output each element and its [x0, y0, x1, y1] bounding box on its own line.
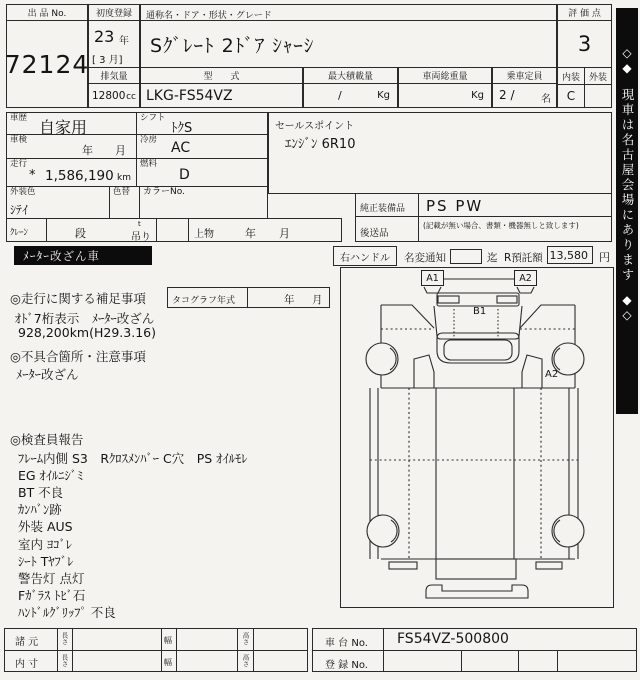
- interior-grade: C: [557, 84, 585, 108]
- sales-point-box: [268, 112, 612, 194]
- dim-div-5: [237, 629, 238, 671]
- dimensions-table: [4, 628, 308, 672]
- capacity-count: 2 /: [499, 88, 515, 102]
- aircon-value: AC: [171, 140, 191, 156]
- uwamono-month: 月: [279, 227, 290, 240]
- diagram-a1-label: A1: [421, 270, 444, 286]
- report-line: EG ｵｲﾙﾆｼﾞﾐ: [18, 468, 84, 483]
- inspection-year: 年: [82, 144, 93, 157]
- gross-weight-value: [398, 83, 492, 108]
- kousouhin-row: [355, 216, 612, 242]
- uwamono-year: 年: [245, 227, 256, 240]
- exterior-label: 外装: [584, 67, 612, 85]
- length-label-bottom: 長さ: [60, 654, 69, 667]
- diamond-filled-icon: ◆: [622, 293, 632, 307]
- mileage-cell: [6, 158, 137, 187]
- displacement-text: 12800: [92, 90, 126, 102]
- yen-label: 円: [599, 251, 610, 264]
- damage-diagram-box: [340, 267, 614, 608]
- height-label-top: 高さ: [241, 632, 250, 645]
- exterior-grade: [584, 84, 612, 108]
- dim-div-6: [253, 629, 254, 671]
- reg-div-3: [557, 651, 558, 671]
- crane-divider-2: [156, 219, 157, 241]
- genuine-equipment-row: [355, 193, 612, 217]
- fuel-cell: [136, 158, 268, 187]
- aircon-label: 冷房: [140, 135, 158, 145]
- report-line: 外装 AUS: [18, 519, 73, 534]
- crane-dan: 段: [75, 227, 86, 240]
- reg-div-2: [518, 651, 519, 671]
- genuine-equipment-divider: [418, 194, 419, 216]
- max-load-unit: Kg: [377, 90, 390, 101]
- right-handle-box: 右ハンドル: [333, 246, 397, 266]
- made-label: 迄: [487, 252, 498, 264]
- interior-label: 内装: [557, 67, 585, 85]
- color-no-cell: [139, 186, 268, 219]
- max-load-label: 最大積載量: [303, 67, 398, 84]
- crane-divider-1: [46, 219, 47, 241]
- fuel-value: D: [179, 167, 190, 183]
- sales-point-text: ｴﾝｼﾞﾝ 6R10: [285, 137, 356, 152]
- meter-tamper-badge: ﾒｰﾀｰ改ざん車: [14, 246, 152, 265]
- report-line: ｼｰﾄ Tﾔﾌﾞﾚ: [18, 554, 74, 569]
- crane-t: t: [138, 220, 141, 228]
- vehicle-name-value: [140, 20, 557, 68]
- mileage-unit: km: [117, 173, 131, 183]
- name-change-label: 名変通知: [404, 252, 446, 264]
- exterior-color-cell: [6, 186, 110, 219]
- chassis-row-divider: [313, 650, 636, 651]
- dim-div-3: [161, 629, 162, 671]
- deposit-label: R預託額: [504, 252, 543, 264]
- history-cell: [6, 112, 137, 135]
- color-change-cell: [109, 186, 140, 219]
- mileage-notes-title: ◎走行に関する補足事項: [10, 291, 146, 306]
- shift-label: シフト: [140, 113, 166, 123]
- grade-label: 評 価 点: [557, 4, 612, 21]
- kousouhin-note: (記載が無い場合、書類・機器無しと致します): [423, 221, 579, 230]
- crane-row: [6, 218, 342, 242]
- deposit-amount-box: 13,580: [547, 246, 593, 264]
- kousouhin-label: 後送品: [360, 228, 389, 239]
- aircon-cell: [136, 134, 268, 159]
- chassis-table: [312, 628, 637, 672]
- capacity-label: 乗車定員: [492, 67, 557, 84]
- spec-label: 諸 元: [15, 637, 39, 648]
- venue-banner: [616, 8, 638, 414]
- mileage-value: 1,586,190: [45, 168, 114, 184]
- inspection-label: 車検: [10, 135, 28, 145]
- color-no-label: カラーNo.: [143, 187, 185, 197]
- dim-div-1: [57, 629, 58, 671]
- exterior-color-value: ｼﾃｲ: [10, 203, 29, 217]
- gross-weight-unit: Kg: [471, 90, 484, 101]
- height-label-bottom: 高さ: [241, 654, 250, 667]
- crane-divider-3: [188, 219, 189, 241]
- diamond-filled-icon: ◆: [622, 61, 632, 75]
- report-line: 警告灯 点灯: [18, 571, 85, 586]
- report-line: Fｶﾞﾗｽ ﾄﾋﾞ石: [18, 588, 86, 603]
- chassis-label-divider: [383, 629, 384, 671]
- genuine-equipment-label: 純正装備品: [360, 204, 406, 214]
- name-change-box: [450, 249, 482, 264]
- tacho-value-cell: [247, 287, 330, 308]
- capacity-value: [492, 83, 557, 108]
- truck-diagram: [341, 268, 613, 607]
- max-load-slash: /: [338, 89, 342, 102]
- tacho-label: タコグラフ年式: [172, 296, 236, 306]
- chassis-no-value: FS54VZ-500800: [397, 631, 509, 647]
- first-reg-value: [88, 20, 140, 68]
- dim-div-2: [72, 629, 73, 671]
- displacement-value: [88, 83, 140, 108]
- diagram-b1-label: B1: [473, 306, 487, 317]
- lot-no-value: 72124: [6, 20, 88, 108]
- gross-weight-label: 車両総重量: [398, 67, 492, 84]
- sales-point-label: セールスポイント: [275, 121, 355, 132]
- inner-label: 内 寸: [15, 659, 39, 670]
- first-reg-month: [ 3 月]: [92, 55, 123, 66]
- fuel-label: 燃料: [140, 159, 158, 169]
- reg-div-1: [461, 651, 462, 671]
- mileage-note-1: ｵﾄﾞ7桁表示 ﾒｰﾀｰ改ざん: [15, 311, 155, 326]
- grade-value: 3: [557, 20, 612, 68]
- dimensions-row-divider: [5, 650, 307, 651]
- tacho-month: 月: [312, 294, 323, 306]
- tacho-label-cell: [167, 287, 248, 308]
- mileage-note-2: 928,200km(H29.3.16): [18, 325, 156, 340]
- length-label-top: 長さ: [60, 632, 69, 645]
- mileage-label: 走行: [10, 159, 28, 169]
- capacity-unit: 名: [541, 94, 551, 105]
- model-code-value: [140, 83, 303, 108]
- vehicle-name-text: Sｸﾞﾚｰﾄ 2ﾄﾞｱ ｼｬｰｼ: [150, 35, 315, 57]
- shift-value: ﾄｸS: [171, 121, 193, 136]
- crane-tsuri: 吊り: [131, 232, 151, 243]
- lot-no-label: 出 品 No.: [6, 4, 88, 21]
- diagram-a2-side-label: A2: [545, 369, 559, 380]
- reg-no-label: 登 録 No.: [325, 660, 368, 671]
- defect-note-1: ﾒｰﾀｰ改ざん: [16, 367, 79, 382]
- model-code-label: 型 式: [140, 67, 303, 84]
- vehicle-name-label: 通称名・ドア・形状・グレード: [140, 4, 557, 21]
- color-change-label: 色替: [113, 187, 131, 197]
- mileage-star: *: [29, 168, 36, 183]
- chassis-no-label: 車 台 No.: [325, 638, 368, 649]
- displacement-unit: cc: [126, 92, 136, 102]
- uwamono-label: 上物: [194, 229, 214, 240]
- shift-cell: [136, 112, 268, 135]
- dim-div-4: [176, 629, 177, 671]
- report-line: BT 不良: [18, 485, 64, 500]
- report-line: ｶﾝﾊﾞﾝ跡: [18, 502, 62, 517]
- inspection-month: 月: [115, 144, 126, 157]
- displacement-label: 排気量: [88, 67, 140, 84]
- width-label-bottom: 幅: [164, 658, 172, 667]
- diamond-open-icon: ◇: [622, 308, 632, 322]
- kousouhin-divider: [418, 217, 419, 241]
- first-reg-year: 23: [94, 27, 115, 46]
- first-reg-label: 初度登録: [88, 4, 140, 21]
- history-value: 自家用: [39, 118, 88, 137]
- defects-title: ◎不具合箇所・注意事項: [10, 349, 146, 364]
- model-code-text: LKG-FS54VZ: [146, 88, 233, 104]
- report-line: ﾊﾝﾄﾞﾙｸﾞﾘｯﾌﾟ 不良: [18, 605, 116, 620]
- exterior-color-label: 外装色: [10, 187, 36, 197]
- report-line: 室内 ﾖｺﾞﾚ: [18, 537, 72, 552]
- crane-label: ｸﾚｰﾝ: [10, 228, 29, 238]
- width-label-top: 幅: [164, 636, 172, 645]
- inspection-cell: [6, 134, 137, 159]
- inspector-report-title: ◎検査員報告: [10, 432, 84, 447]
- report-line: ﾌﾚｰﾑ内側 S3 Rｸﾛｽﾒﾝﾊﾞｰ C穴 PS ｵｲﾙﾓﾚ: [18, 451, 248, 466]
- venue-banner-text: 現車は名古屋会場にあります: [620, 88, 635, 283]
- max-load-value: [303, 83, 398, 108]
- genuine-equipment-value: PS PW: [426, 197, 484, 215]
- diamond-open-icon: ◇: [622, 46, 632, 60]
- tacho-year: 年: [284, 294, 295, 306]
- first-reg-year-suffix: 年: [119, 36, 129, 47]
- diagram-a2-top-label: A2: [514, 270, 537, 286]
- history-label: 車歴: [10, 113, 28, 123]
